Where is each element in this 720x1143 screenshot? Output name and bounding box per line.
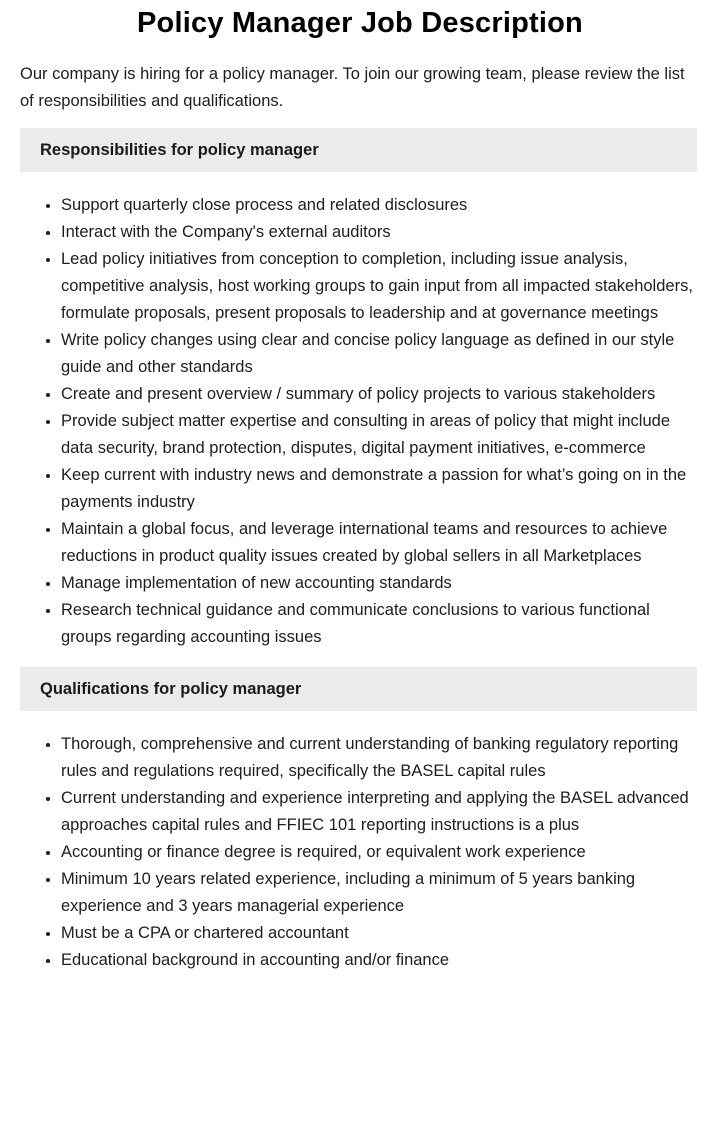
list-item: • Keep current with industry news and demonstrate a passion for what’s going on in the payments industry	[61, 462, 697, 516]
list-item: • Research technical guidance and communicate conclusions to various functional groups regarding accounting issues	[61, 597, 697, 651]
responsibilities-section-header: Responsibilities for policy manager	[20, 128, 697, 172]
list-item: • Maintain a global focus, and leverage international teams and resources to achieve reductions in product quality issues created by global sellers in all Marketplaces	[61, 516, 697, 570]
list-item: • Support quarterly close process and related disclosures	[61, 192, 697, 219]
list-item: • Lead policy initiatives from conception to completion, including issue analysis, competitive analysis, host working groups to gain input from all impacted stakeholders, formulate proposals, present proposals to leadership and at governance meetings	[61, 246, 697, 327]
responsibilities-section	[0, 128, 720, 651]
list-item: • Provide subject matter expertise and consulting in areas of policy that might include data security, brand protection, disputes, digital payment initiatives, e-commerce	[61, 408, 697, 462]
intro-paragraph: Our company is hiring for a policy manager. To join our growing team, please review the list of responsibilities and qualifications.	[20, 65, 685, 110]
list-item: • Accounting or finance degree is required, or equivalent work experience	[61, 839, 697, 866]
list-item: • Minimum 10 years related experience, including a minimum of 5 years banking experience and 3 years managerial experience	[61, 866, 697, 920]
qualifications-section-header: Qualifications for policy manager	[20, 667, 697, 711]
page-title: Policy Manager Job Description	[137, 7, 583, 39]
list-item: • Educational background in accounting and/or finance	[61, 947, 697, 974]
qualifications-section	[0, 667, 720, 974]
list-item: • Thorough, comprehensive and current understanding of banking regulatory reporting rules and regulations required, specifically the BASEL capital rules	[61, 731, 697, 785]
list-item: • Must be a CPA or chartered accountant	[61, 920, 697, 947]
list-item: • Write policy changes using clear and concise policy language as defined in our style guide and other standards	[61, 327, 697, 381]
list-item: • Create and present overview / summary of policy projects to various stakeholders	[61, 381, 697, 408]
list-item: • Interact with the Company's external auditors	[61, 219, 697, 246]
qualifications-list	[20, 731, 697, 974]
list-item: • Current understanding and experience interpreting and applying the BASEL advanced approaches capital rules and FFIEC 101 reporting instructions is a plus	[61, 785, 697, 839]
list-item: • Manage implementation of new accounting standards	[61, 570, 697, 597]
responsibilities-list	[20, 192, 697, 651]
